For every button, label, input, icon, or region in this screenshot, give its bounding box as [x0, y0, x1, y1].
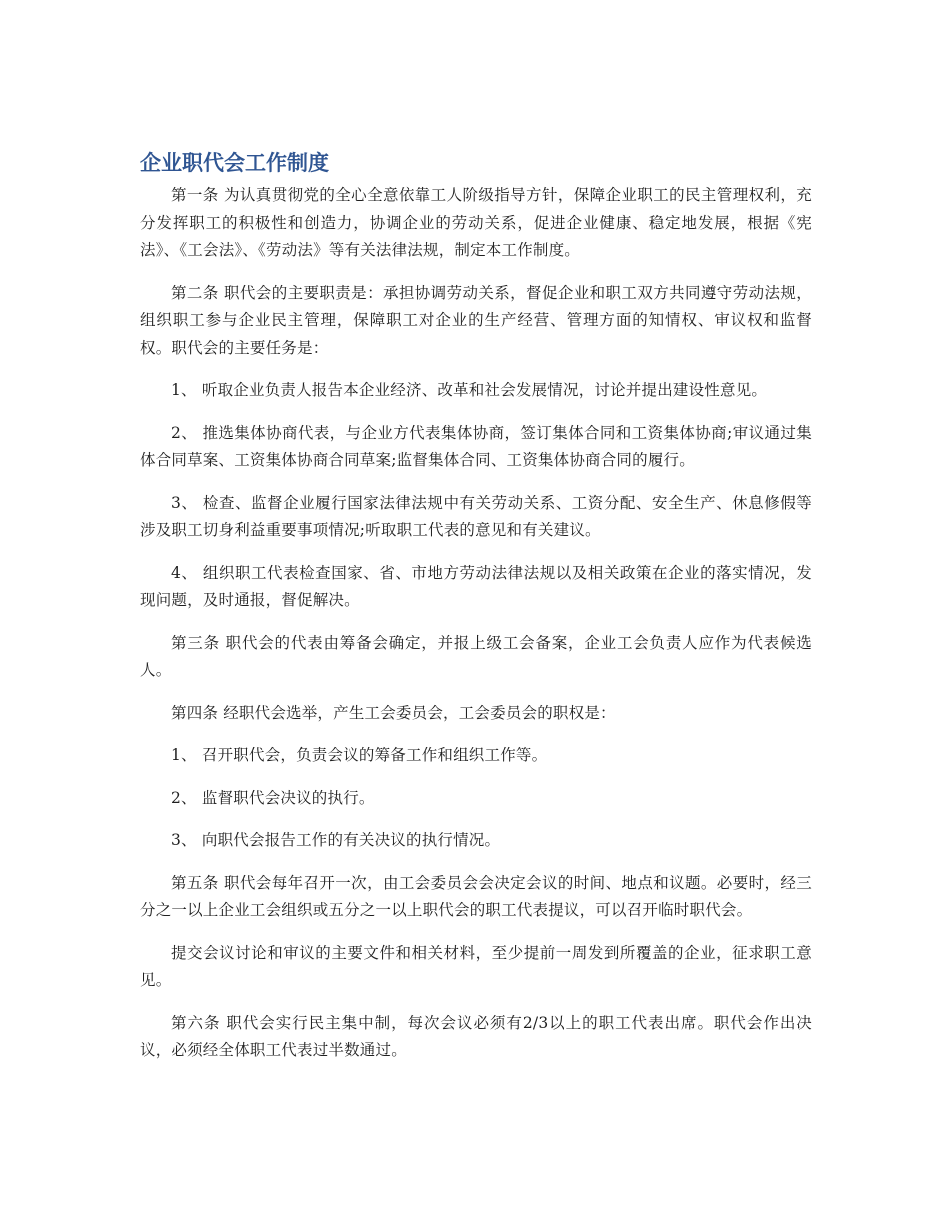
duty-item-3: 3、 检查、监督企业履行国家法律法规中有关劳动关系、工资分配、安全生产、休息修假等涉及职工切身利益重要事项情况;听取职工代表的意见和有关建议。	[140, 493, 812, 539]
power-item-1: 1、 召开职代会，负责会议的筹备工作和组织工作等。	[171, 746, 548, 764]
article-4-paragraph: 第四条 经职代会选举，产生工会委员会，工会委员会的职权是：	[171, 703, 616, 722]
duty-item-4: 4、 组织职工代表检查国家、省、市地方劳动法律法规以及相关政策在企业的落实情况，发现问题，及时通报，督促解决。	[140, 563, 812, 609]
article-6-paragraph: 第六条 职代会实行民主集中制，每次会议必须有2/3以上的职工代表出席。职代会作出决议，必须经全体职工代表过半数通过。	[140, 1013, 812, 1059]
document-title: 企业职代会工作制度	[140, 151, 329, 175]
article-2-paragraph: 第二条 职代会的主要职责是：承担协调劳动关系，督促企业和职工双方共同遵守劳动法规，组织职工参与企业民主管理，保障职工对企业的生产经营、管理方面的知情权、审议权和监督权。职代会的主要任务是：	[140, 283, 812, 357]
duty-item-2: 2、 推选集体协商代表，与企业方代表集体协商，签订集体合同和工资集体协商;审议通过集体合同草案、工资集体协商合同草案;监督集体合同、工资集体协商合同的履行。	[140, 423, 812, 469]
article-3-paragraph: 第三条 职代会的代表由筹备会确定，并报上级工会备案，企业工会负责人应作为代表候选人。	[140, 633, 812, 679]
power-item-3: 3、 向职代会报告工作的有关决议的执行情况。	[171, 831, 501, 849]
document-page	[140, 148, 812, 1080]
document-submission-paragraph: 提交会议讨论和审议的主要文件和相关材料，至少提前一周发到所覆盖的企业，征求职工意见。	[140, 943, 812, 989]
article-5-paragraph: 第五条 职代会每年召开一次，由工会委员会会决定会议的时间、地点和议题。必要时，经三分之一以上企业工会组织或五分之一以上职代会的职工代表提议，可以召开临时职代会。	[140, 873, 812, 919]
power-item-2: 2、 监督职代会决议的执行。	[171, 788, 375, 807]
article-1-paragraph: 第一条 为认真贯彻党的全心全意依靠工人阶级指导方针，保障企业职工的民主管理权利，充分发挥职工的积极性和创造力，协调企业的劳动关系，促进企业健康、稳定地发展，根据《宪法》、《工会法》、《劳动法》等有关法律法规，制定本工作制度。	[140, 186, 812, 259]
duty-item-1: 1、 听取企业负责人报告本企业经济、改革和社会发展情况，讨论并提出建设性意见。	[171, 381, 768, 399]
